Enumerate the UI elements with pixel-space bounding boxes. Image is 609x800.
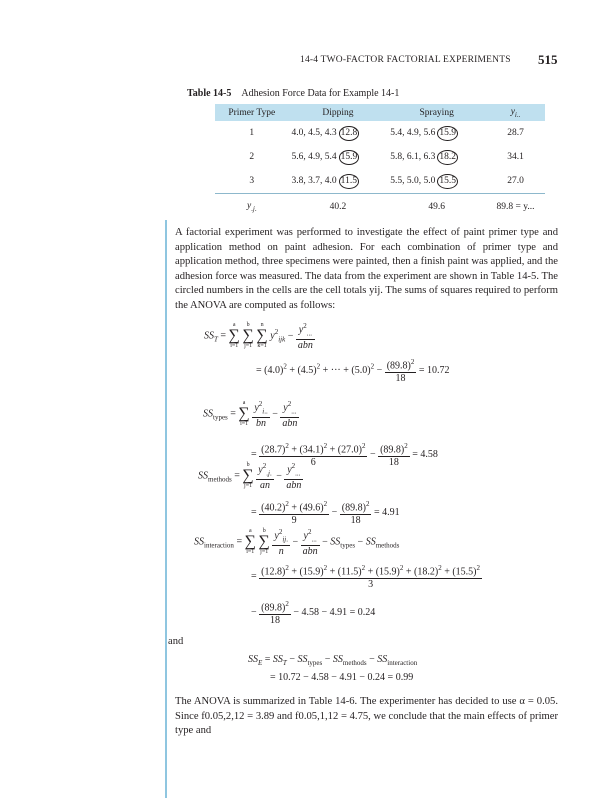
col-dipping: Dipping	[289, 104, 388, 121]
example-sidebar-bar	[165, 220, 167, 798]
spraying-cell-total: 15.9	[437, 126, 458, 141]
spraying-cell-total: 18.2	[437, 150, 458, 165]
eq-methods-calc: = $\frac{(40.2)^2 + (49.6)^2}{9}$ − $\frac{(89.8)^2}{18}$ = 4.91	[251, 500, 400, 527]
paragraph-intro: A factorial experiment was performed to investigate the effect of paint primer type and application method on paint adhesion. For each combination of primer type and application method, three specimens were painted, then a finish paint was applied, and the adhesion force was measured. The data from the experiment are shown in Table 14-5. The circled numbers in the cells are the cell totals yij. The sums of squares required to perform the ANOVA are computed as follows:	[175, 227, 558, 311]
primer-type: 1	[249, 128, 255, 138]
spraying-values: 5.5, 5.0, 5.0	[390, 175, 436, 186]
eq-sst: $SS_T = a$ ∑ i=1 b ∑ j=1 n ∑ k=1 $y^2_{ijk}$ − $\frac{y^2_{...}}{\text{abn}}$	[204, 322, 313, 352]
total-dipping: 40.2	[289, 194, 388, 221]
eq-sst-calc: = $(4.0)^2 + (4.5)^2$ + ··· + $(5.0)^2$ − $\frac{(89.8)^2}{18}$ = 10.72	[256, 358, 450, 385]
table-caption-text: Adhesion Force Data for Example 14-1	[241, 88, 400, 99]
col-row-total: $y_{i..}$	[486, 104, 545, 121]
col-primer-type: Primer Type	[215, 104, 289, 121]
page-number: 515	[538, 52, 558, 67]
eq-ss-types: $SS_{types} = a$ ∑ i=1 $\frac{y^2_{i..}}{bn}$ − $\frac{y^2_{...}}{\text{abn}}$	[203, 400, 298, 430]
table-caption	[187, 88, 399, 99]
grand-total: 89.8 = y...	[486, 194, 545, 221]
eq-types-calc: = $\frac{(28.7)^2 + (34.1)^2 + (27.0)^2}{6}$ − $\frac{(89.8)^2}{18}$ = 4.58	[251, 442, 438, 469]
dipping-cell-total: 12.8	[339, 126, 360, 141]
eq-ss-interaction: $SS_{interaction} = a$ ∑ i=1 b ∑ j=1 $\frac{y^2_{ij.}}{n}$ − $\frac{y^2_{...}}{\text{abn}}$ − $SS_{types} - SS_{methods}$	[194, 528, 400, 558]
paragraph-conclusion: The ANOVA is summarized in Table 14-6. The experimenter has decided to use α = 0.05. Since f0.05,2,12 = 3.89 and f0.05,1,12 = 4.75, we conclude that the main effects of primer type and	[175, 696, 558, 737]
eq-ss-methods: $SS_{methods} = b$ ∑ j=1 $\frac{y^2_{.j.}}{an}$ − $\frac{y^2_{...}}{\text{abn}}$	[198, 462, 302, 492]
interaction-result: − 4.58 − 4.91 = 0.24	[293, 606, 376, 618]
eq-sse: $SS_E = SS_T - SS_{types} - SS_{methods} - SS_{interaction}$	[248, 654, 418, 667]
spraying-cell-total: 15.5	[437, 174, 458, 189]
table-row	[215, 145, 545, 169]
and-text: and	[168, 636, 184, 647]
totals-row	[215, 194, 545, 221]
col-spraying: Spraying	[387, 104, 486, 121]
dipping-values: 3.8, 3.7, 4.0	[291, 175, 337, 186]
spraying-values: 5.8, 6.1, 6.3	[390, 151, 436, 162]
spraying-cell	[387, 145, 486, 169]
spraying-values: 5.4, 4.9, 5.6	[390, 127, 436, 138]
row-total: 34.1	[507, 152, 524, 162]
primer-type: 3	[249, 176, 255, 186]
dipping-values: 5.6, 4.9, 5.4	[291, 151, 337, 162]
spraying-cell	[387, 169, 486, 194]
dipping-cell	[289, 145, 388, 169]
dipping-cell	[289, 121, 388, 145]
dipping-cell-total: 11.5	[339, 174, 359, 189]
dipping-values: 4.0, 4.5, 4.3	[291, 127, 337, 138]
table-row	[215, 169, 545, 194]
eq-interaction-calc2: − $\frac{(89.8)^2}{18}$ − 4.58 − 4.91 = 0.24	[251, 600, 376, 627]
primer-type: 2	[249, 152, 255, 162]
methods-result: = 4.91	[373, 506, 400, 518]
eq-interaction-calc: = $\frac{(12.8)^2 + (15.9)^2 + (11.5)^2 + (15.9)^2 + (18.2)^2 + (15.5)^2}{3}$	[251, 564, 480, 591]
adhesion-table	[215, 104, 545, 220]
row-total: 27.0	[507, 176, 524, 186]
sst-result: = 10.72	[418, 364, 450, 376]
dipping-cell-total: 15.9	[339, 150, 360, 165]
running-head: 14-4 TWO-FACTOR FACTORIAL EXPERIMENTS	[300, 55, 511, 65]
row-total: 28.7	[507, 128, 524, 138]
table-row	[215, 121, 545, 145]
table-label: Table 14-5	[187, 88, 232, 99]
totals-label: $y_{.j.}$	[215, 194, 289, 221]
spraying-cell	[387, 121, 486, 145]
types-result: = 4.58	[412, 448, 438, 460]
eq-sse-calc: = 10.72 − 4.58 − 4.91 − 0.24 = 0.99	[270, 672, 414, 683]
dipping-cell	[289, 169, 388, 194]
total-spraying: 49.6	[387, 194, 486, 221]
